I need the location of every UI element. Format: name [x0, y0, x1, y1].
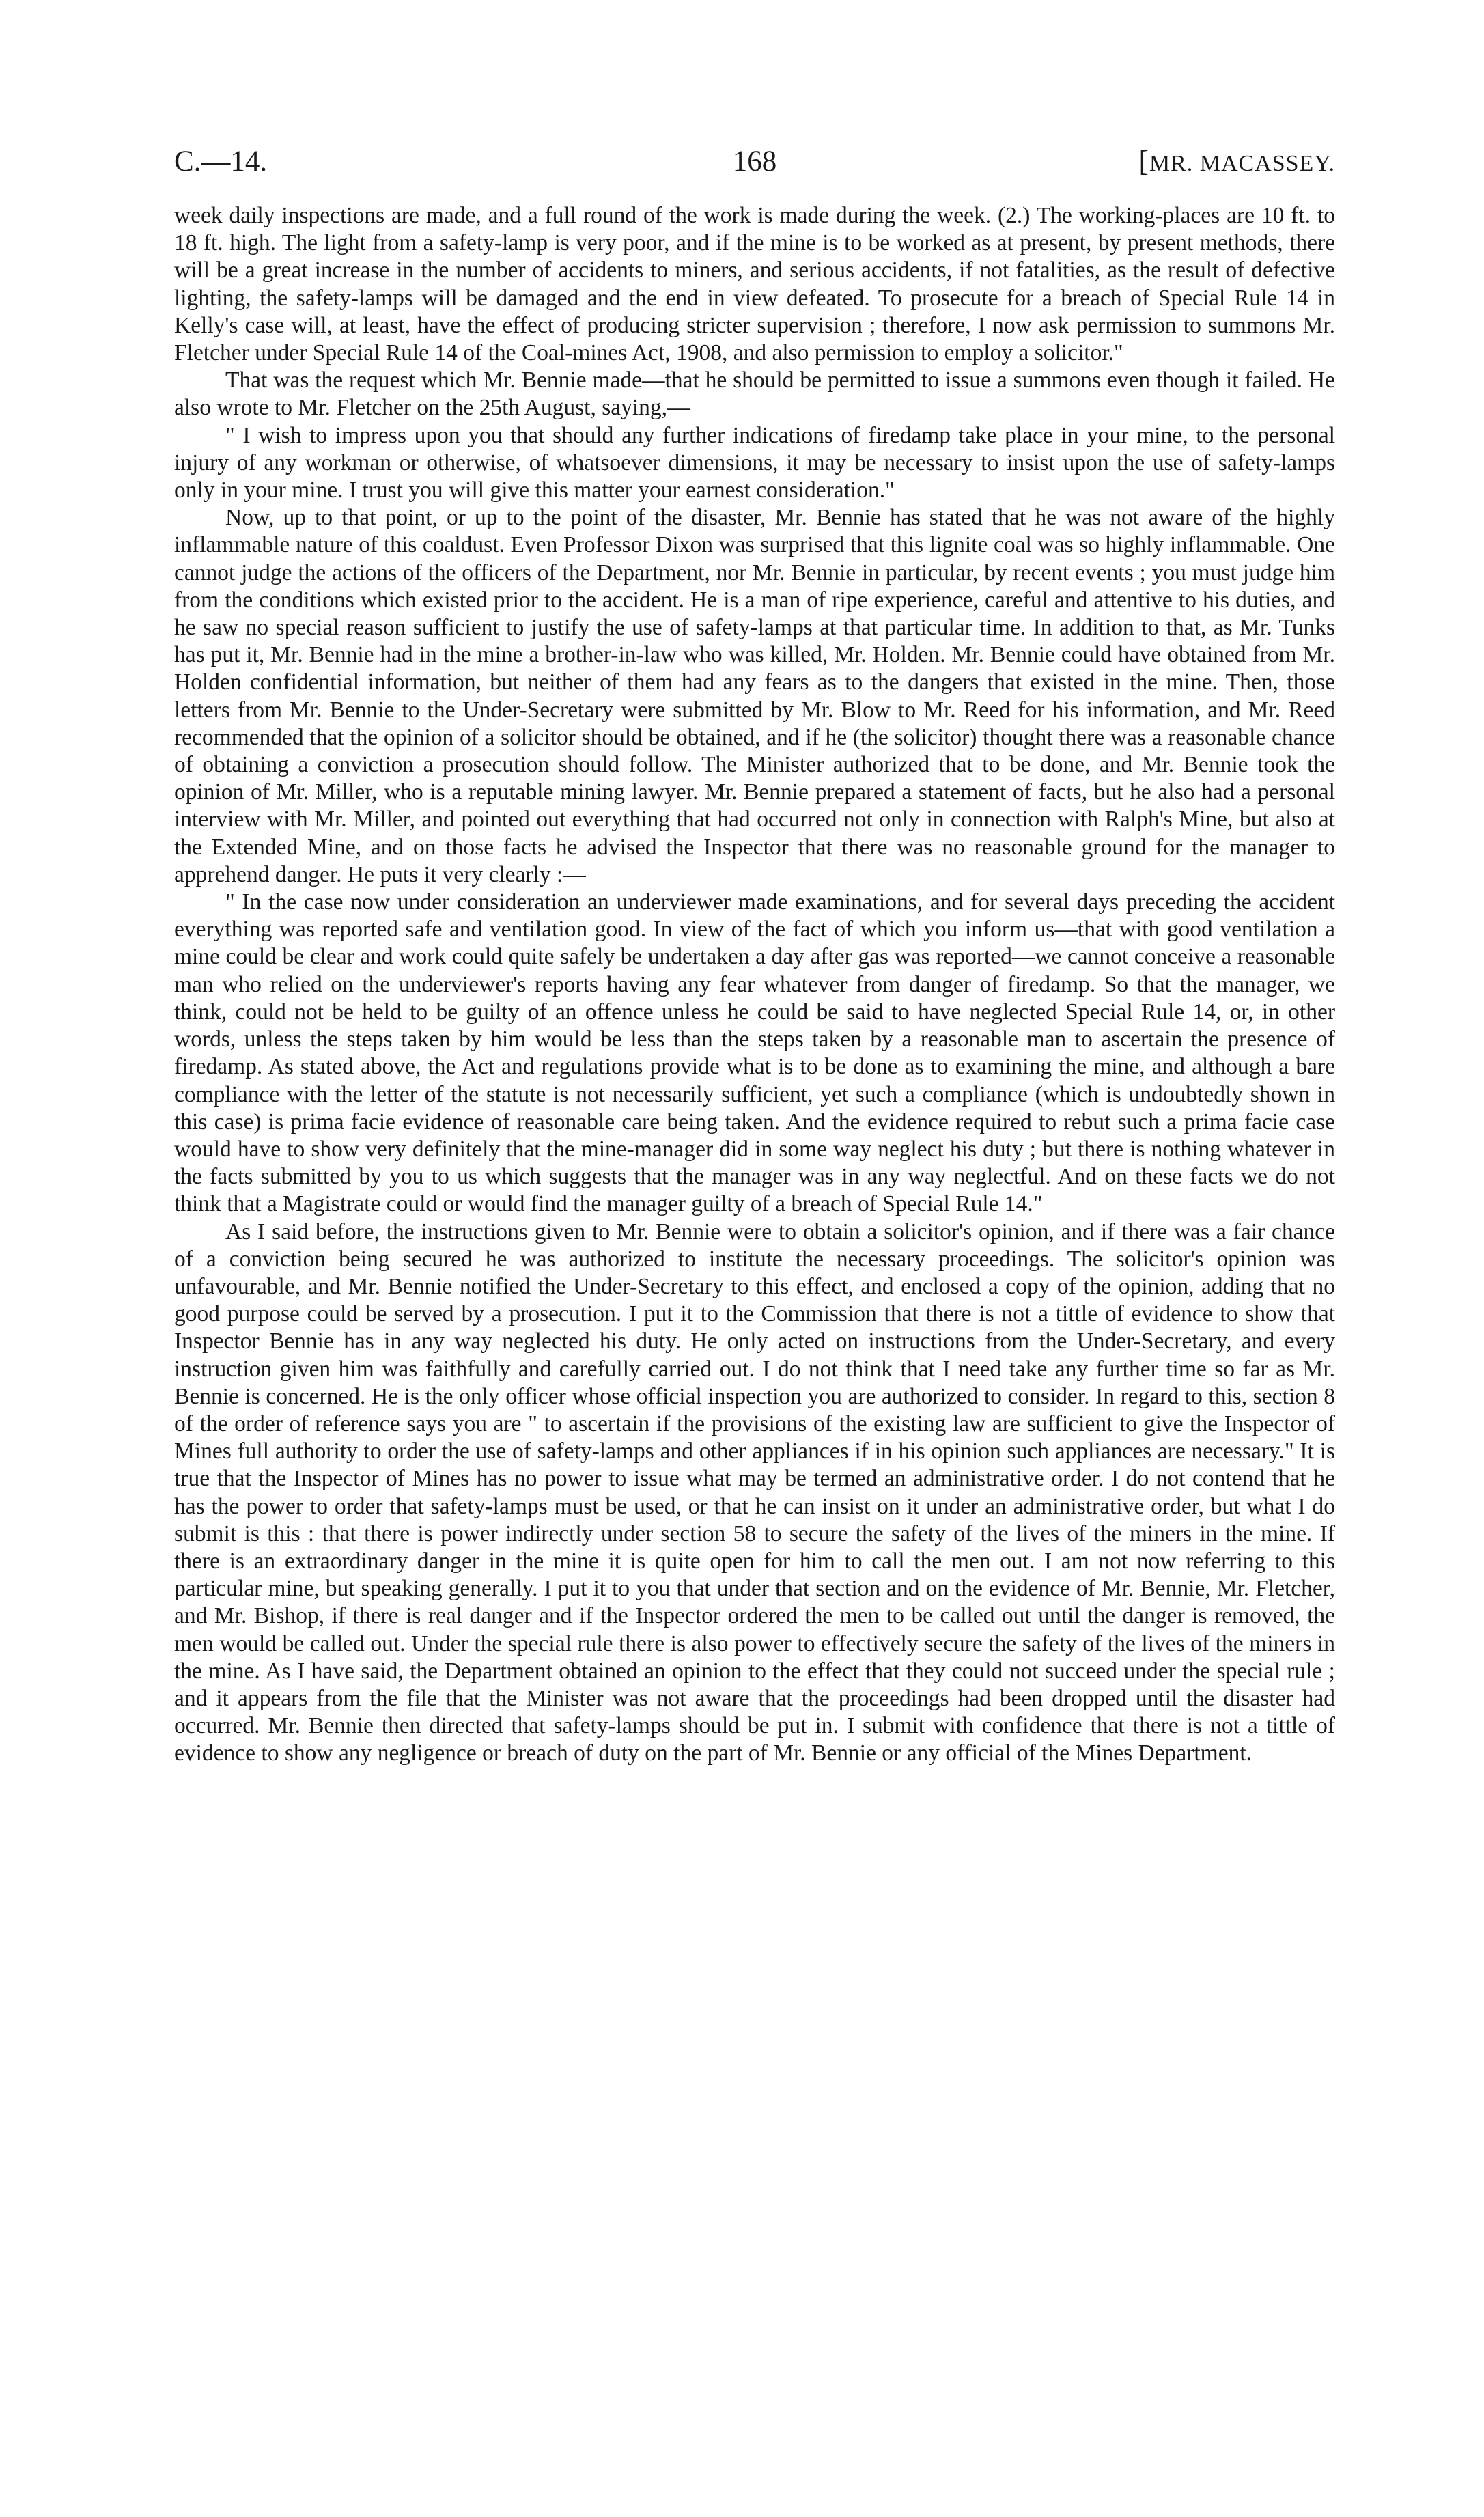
page-number: 168: [732, 145, 777, 178]
speaker-attribution: [1138, 145, 1335, 178]
quote-letter-to-fletcher: " I wish to impress upon you that should any further indications of firedamp take place in your mine, to the personal injury of any workman or otherwise, of whatsoever dimensions, it may be necessary to insist upon the use of safety-lamps only in your mine. I trust you will give this matter your earnest consideration.": [174, 422, 1335, 503]
paragraph-continuation: week daily inspections are made, and a full round of the work is made during the week. (2.) The working-places are 10 ft. to 18 ft. high. The light from a safety-lamp is very poor, and if the mine is to be worked as at present, by present methods, there will be a great increase in the number of accidents to miners, and serious accidents, if not fatalities, as the result of defective lighting, the safety-lamps will be damaged and the end in view defeated. To prosecute for a breach of Special Rule 14 in Kelly's case will, at least, have the effect of producing stricter supervision ; therefore, I now ask permission to summons Mr. Fletcher under Special Rule 14 of the Coal-mines Act, 1908, and also permission to employ a solicitor.": [174, 203, 1335, 366]
speaker-name: MR. MACASSEY.: [1149, 151, 1335, 176]
paragraph-bennie-awareness: Now, up to that point, or up to the point of the disaster, Mr. Bennie has stated that he was not aware of the highly inflammable nature of this coaldust. Even Professor Dixon was surprised that this lignite coal was so highly inflammable. One cannot judge the actions of the officers of the Department, nor Mr. Bennie in particular, by recent events ; you must judge him from the conditions which existed prior to the accident. He is a man of ripe experience, careful and attentive to his duties, and he saw no special reason sufficient to justify the use of safety-lamps at that particular time. In addition to that, as Mr. Tunks has put it, Mr. Bennie had in the mine a brother-in-law who was killed, Mr. Holden. Mr. Bennie could have obtained from Mr. Holden confidential information, but neither of them had any fears as to the dangers that existed in the mine. Then, those letters from Mr. Bennie to the Under-Secretary were submitted by Mr. Blow to Mr. Reed for his information, and Mr. Reed recommended that the opinion of a solicitor should be obtained, and if he (the solicitor) thought there was a reasonable chance of obtaining a conviction a prosecution should follow. The Minister authorized that to be done, and Mr. Bennie took the opinion of Mr. Miller, who is a reputable mining lawyer. Mr. Bennie prepared a statement of facts, but he also had a personal interview with Mr. Miller, and pointed out everything that had occurred not only in connection with Ralph's Mine, but also at the Extended Mine, and on those facts he advised the Inspector that there was no reasonable ground for the manager to apprehend danger. He puts it very clearly :—: [174, 505, 1335, 887]
speaker-bracket: [: [1138, 145, 1149, 178]
document-body: [174, 202, 1335, 1768]
document-reference: C.—14.: [174, 145, 268, 178]
quote-solicitor-opinion: " In the case now under consideration an underviewer made examinations, and for several days preceding the accident everything was reported safe and ventilation good. In view of the fact of which you inform us—that with good ventilation a mine could be clear and work could quite safely be undertaken a day after gas was reported—we cannot conceive a reasonable man who relied on the underviewer's reports having any fear whatever from danger of firedamp. So that the manager, we think, could not be held to be guilty of an offence unless he could be said to have neglected Special Rule 14, or, in other words, unless the steps taken by him would be less than the steps taken by a reasonable man to ascertain the presence of firedamp. As stated above, the Act and regulations provide what is to be done as to examining the mine, and although a bare compliance with the letter of the statute is not necessarily sufficient, yet such a compliance (which is undoubtedly shown in this case) is prima facie evidence of reasonable care being taken. And the evidence required to rebut such a prima facie case would have to show very definitely that the mine-manager did in some way neglect his duty ; but there is nothing whatever in the facts submitted by you to us which suggests that the manager was in any way neglectful. And on these facts we do not think that a Magistrate could or would find the manager guilty of a breach of Special Rule 14.": [174, 889, 1335, 1217]
paragraph-request: That was the request which Mr. Bennie made—that he should be permitted to issue a summons even though it failed. He also wrote to Mr. Fletcher on the 25th August, saying,—: [174, 367, 1335, 421]
paragraph-conclusion: As I said before, the instructions given to Mr. Bennie were to obtain a solicitor's opinion, and if there was a fair chance of a conviction being secured he was authorized to institute the necessary proceedings. The solicitor's opinion was unfavourable, and Mr. Bennie notified the Under-Secretary to this effect, and enclosed a copy of the opinion, adding that no good purpose could be served by a prosecution. I put it to the Commission that there is not a tittle of evidence to show that Inspector Bennie has in any way neglected his duty. He only acted on instructions from the Under-Secretary, and every instruction given him was faithfully and carefully carried out. I do not think that I need take any further time so far as Mr. Bennie is concerned. He is the only officer whose official inspection you are authorized to consider. In regard to this, section 8 of the order of reference says you are " to ascertain if the provisions of the existing law are sufficient to give the Inspector of Mines full authority to order the use of safety-lamps and other appliances if in his opinion such appliances are necessary." It is true that the Inspector of Mines has no power to issue what may be termed an administrative order. I do not contend that he has the power to order that safety-lamps must be used, or that he can insist on it under an administrative order, but what I do submit is this : that there is power indirectly under section 58 to secure the safety of the lives of the miners in the mine. If there is an extraordinary danger in the mine it is quite open for him to call the men out. I am not now referring to this particular mine, but speaking generally. I put it to you that under that section and on the evidence of Mr. Bennie, Mr. Fletcher, and Mr. Bishop, if there is real danger and if the Inspector ordered the men to be called out until the danger is removed, the men would be called out. Under the special rule there is also power to effectively secure the safety of the lives of the miners in the mine. As I have said, the Department obtained an opinion to the effect that they could not succeed under the special rule ; and it appears from the file that the Minister was not aware that the proceedings had been dropped until the disaster had occurred. Mr. Bennie then directed that safety-lamps should be put in. I submit with confidence that there is not a tittle of evidence to show any negligence or breach of duty on the part of Mr. Bennie or any official of the Mines Department.: [174, 1219, 1335, 1766]
page-header: [174, 145, 1335, 193]
